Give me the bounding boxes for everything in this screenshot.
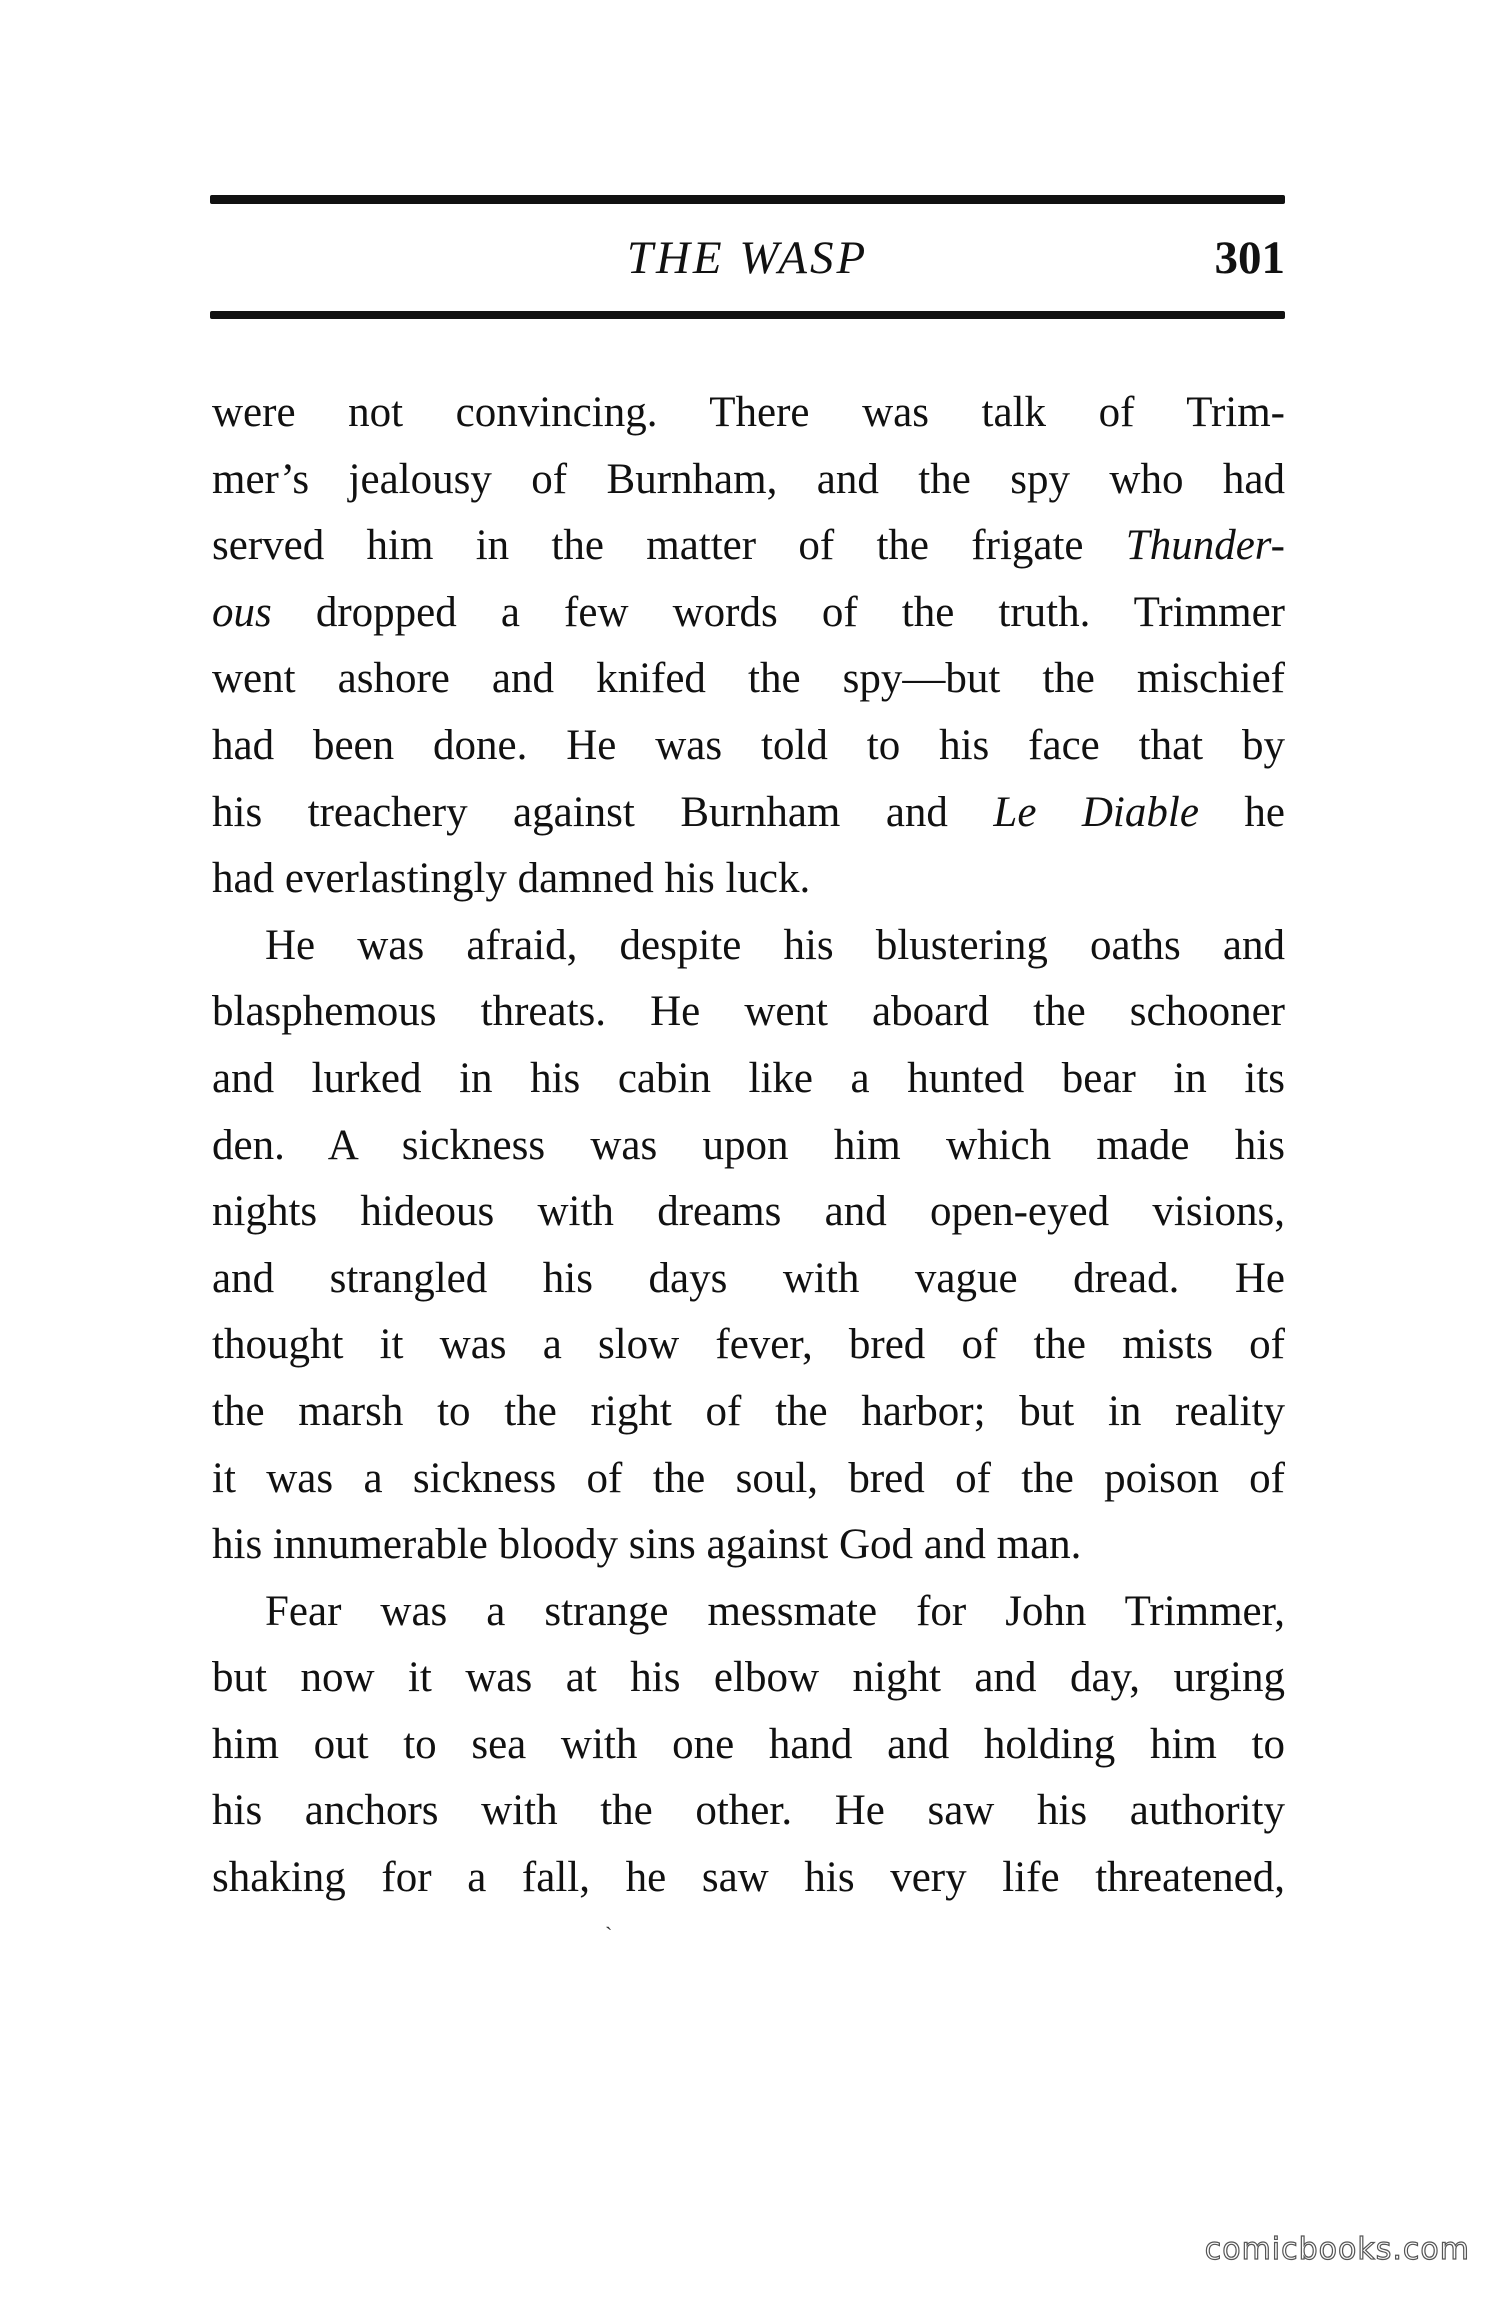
text-line: it was a sickness of the soul, bred of the poison of bbox=[212, 1454, 1285, 1502]
body-text bbox=[212, 380, 1285, 1912]
watermark: comicbooks.com bbox=[1204, 2232, 1470, 2267]
header-rule-bottom bbox=[210, 311, 1285, 319]
page-number: 301 bbox=[1214, 232, 1285, 284]
text-line: shaking for a fall, he saw his very life threatened, bbox=[212, 1854, 1285, 1902]
text-line: den. A sickness was upon him which made his bbox=[212, 1121, 1285, 1169]
text-line: He was afraid, despite his blustering oaths and bbox=[265, 921, 1285, 969]
text-line: his treachery against Burnham and Le Diable he bbox=[212, 788, 1285, 836]
text-line: thought it was a slow fever, bred of the mists of bbox=[212, 1321, 1285, 1369]
text-line: his anchors with the other. He saw his authority bbox=[212, 1787, 1285, 1835]
running-head bbox=[210, 228, 1285, 288]
text-line: nights hideous with dreams and open-eyed visions, bbox=[212, 1188, 1285, 1236]
text-line: and strangled his days with vague dread. He bbox=[212, 1254, 1285, 1302]
text-line: his innumerable bloody sins against God and man. bbox=[212, 1521, 1082, 1569]
ship-name-italic: ous bbox=[212, 588, 272, 636]
ship-name-italic: Le Diable bbox=[993, 788, 1199, 836]
text-line: the marsh to the right of the harbor; but in reality bbox=[212, 1387, 1285, 1435]
text-line: but now it was at his elbow night and day, urging bbox=[212, 1654, 1285, 1702]
text-line: were not convincing. There was talk of Trim- bbox=[212, 389, 1285, 436]
ship-name-italic: Thunder- bbox=[1125, 522, 1285, 570]
stray-mark: ˋ bbox=[605, 1922, 613, 1947]
text-line: Fear was a strange messmate for John Trimmer, bbox=[265, 1587, 1285, 1635]
text-line: blasphemous threats. He went aboard the schooner bbox=[212, 988, 1285, 1036]
text-line: ous dropped a few words of the truth. Trimmer bbox=[212, 588, 1285, 636]
text-line: him out to sea with one hand and holding him to bbox=[212, 1720, 1285, 1768]
header-rule-top bbox=[210, 195, 1285, 204]
text-line: and lurked in his cabin like a hunted bear in its bbox=[212, 1054, 1285, 1102]
text-line: mer’s jealousy of Burnham, and the spy who had bbox=[212, 455, 1285, 503]
running-title: THE WASP bbox=[626, 232, 869, 284]
text-line: went ashore and knifed the spy—but the mischief bbox=[212, 655, 1285, 703]
text-line: served him in the matter of the frigate Thunder- bbox=[212, 522, 1285, 570]
text-line: had everlastingly damned his luck. bbox=[212, 855, 811, 903]
text-line: had been done. He was told to his face that by bbox=[212, 721, 1285, 769]
